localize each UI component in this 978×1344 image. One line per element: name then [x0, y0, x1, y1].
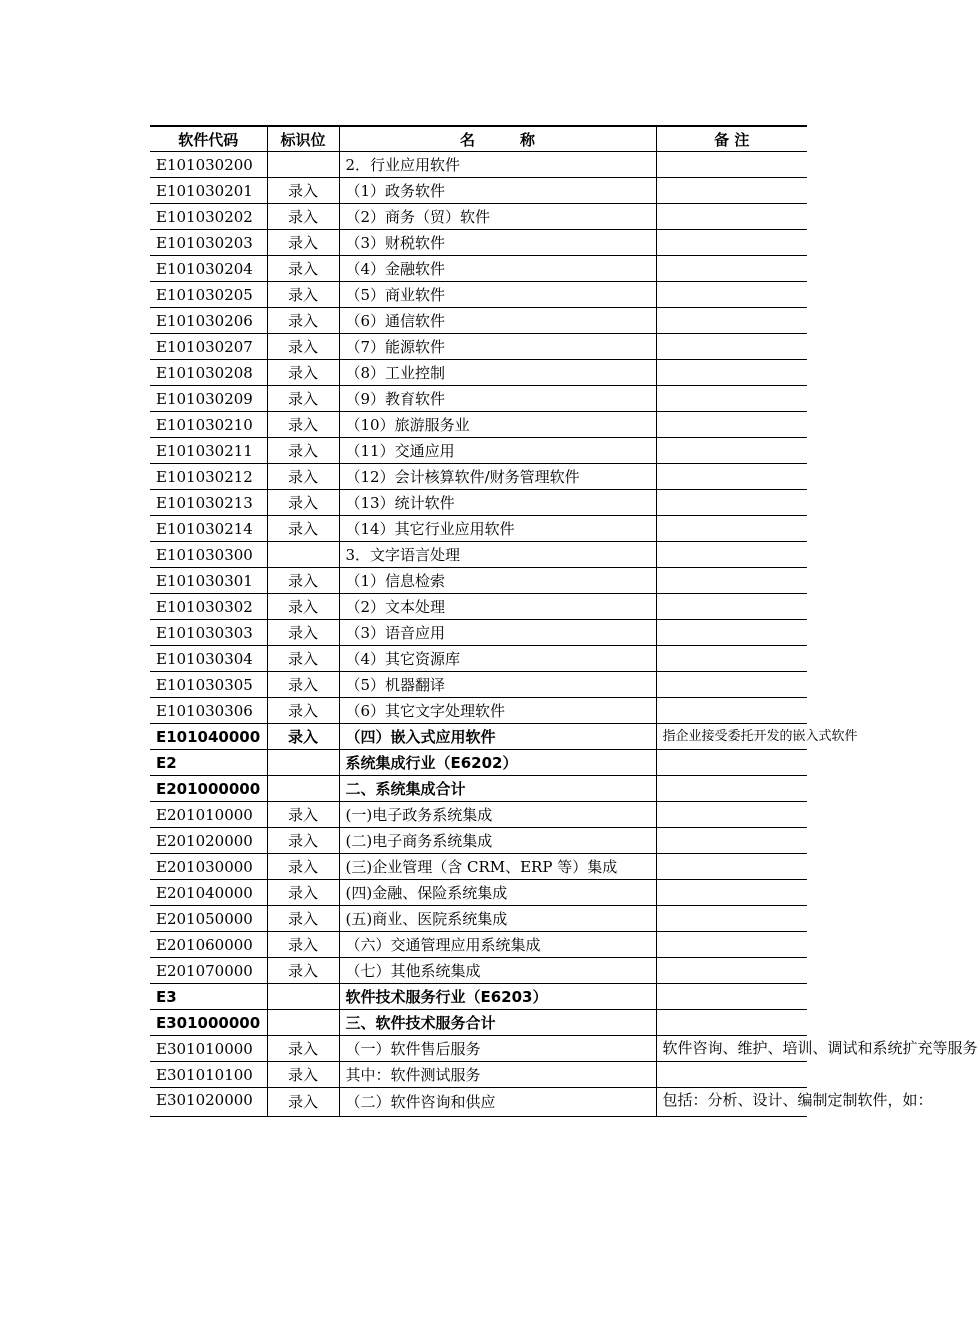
cell-note	[656, 282, 807, 308]
table-row	[150, 360, 807, 386]
cell-note	[656, 958, 807, 984]
cell-flag: 录入	[267, 230, 339, 256]
table-row	[150, 698, 807, 724]
cell-flag: 录入	[267, 672, 339, 698]
cell-note	[656, 308, 807, 334]
header-name: 名 称	[339, 126, 656, 152]
cell-code: E3	[150, 984, 267, 1010]
table-row	[150, 594, 807, 620]
cell-name: （12）会计核算软件/财务管理软件	[339, 464, 656, 490]
cell-note	[656, 360, 807, 386]
table-header-row	[150, 126, 807, 152]
cell-note	[656, 906, 807, 932]
cell-flag	[267, 152, 339, 178]
table-row	[150, 854, 807, 880]
table-row	[150, 828, 807, 854]
cell-note	[656, 854, 807, 880]
cell-flag	[267, 542, 339, 568]
table-row	[150, 464, 807, 490]
cell-flag	[267, 1010, 339, 1036]
cell-code: E101030306	[150, 698, 267, 724]
table-row	[150, 880, 807, 906]
cell-note	[656, 828, 807, 854]
cell-code: E101040000	[150, 724, 267, 750]
cell-code: E101030203	[150, 230, 267, 256]
table-row	[150, 568, 807, 594]
table-row	[150, 308, 807, 334]
cell-name: (四)金融、保险系统集成	[339, 880, 656, 906]
cell-note	[656, 490, 807, 516]
cell-flag: 录入	[267, 256, 339, 282]
cell-name: （4）金融软件	[339, 256, 656, 282]
cell-name: （七）其他系统集成	[339, 958, 656, 984]
cell-name: （1）信息检索	[339, 568, 656, 594]
cell-flag: 录入	[267, 880, 339, 906]
cell-code: E201010000	[150, 802, 267, 828]
cell-flag: 录入	[267, 334, 339, 360]
header-code: 软件代码	[150, 126, 267, 152]
table-row	[150, 490, 807, 516]
table-row	[150, 724, 807, 750]
cell-code: E301010000	[150, 1036, 267, 1062]
cell-note	[656, 1010, 807, 1036]
cell-name: （2）文本处理	[339, 594, 656, 620]
cell-flag: 录入	[267, 178, 339, 204]
cell-name: （6）通信软件	[339, 308, 656, 334]
table-row	[150, 542, 807, 568]
cell-note	[656, 178, 807, 204]
cell-code: E201000000	[150, 776, 267, 802]
cell-note	[656, 386, 807, 412]
cell-name: （1）政务软件	[339, 178, 656, 204]
cell-name: （5）商业软件	[339, 282, 656, 308]
cell-name: (一)电子政务系统集成	[339, 802, 656, 828]
cell-flag: 录入	[267, 308, 339, 334]
cell-note	[656, 698, 807, 724]
cell-note	[656, 646, 807, 672]
cell-name: 3．文字语言处理	[339, 542, 656, 568]
cell-name: （9）教育软件	[339, 386, 656, 412]
cell-note: 指企业接受委托开发的嵌入式软件	[656, 724, 807, 750]
table-row	[150, 776, 807, 802]
cell-note: 软件咨询、维护、培训、调试和系统扩充等服务	[656, 1036, 807, 1062]
cell-flag: 录入	[267, 1062, 339, 1088]
cell-flag: 录入	[267, 282, 339, 308]
cell-flag: 录入	[267, 386, 339, 412]
cell-note	[656, 984, 807, 1010]
cell-note	[656, 776, 807, 802]
cell-code: E201060000	[150, 932, 267, 958]
cell-flag: 录入	[267, 516, 339, 542]
cell-code: E101030208	[150, 360, 267, 386]
cell-code: E101030205	[150, 282, 267, 308]
cell-name: 其中：软件测试服务	[339, 1062, 656, 1088]
cell-name: （10）旅游服务业	[339, 412, 656, 438]
cell-name: （六）交通管理应用系统集成	[339, 932, 656, 958]
table-row	[150, 516, 807, 542]
cell-flag: 录入	[267, 724, 339, 750]
cell-name: 三、软件技术服务合计	[339, 1010, 656, 1036]
cell-name: （4）其它资源库	[339, 646, 656, 672]
table-row	[150, 958, 807, 984]
table-row	[150, 412, 807, 438]
table-row	[150, 932, 807, 958]
cell-note	[656, 750, 807, 776]
cell-name: (五)商业、医院系统集成	[339, 906, 656, 932]
cell-name: （13）统计软件	[339, 490, 656, 516]
cell-code: E101030207	[150, 334, 267, 360]
cell-flag: 录入	[267, 802, 339, 828]
cell-flag: 录入	[267, 932, 339, 958]
cell-flag: 录入	[267, 568, 339, 594]
table-row	[150, 802, 807, 828]
cell-note	[656, 542, 807, 568]
table-row	[150, 230, 807, 256]
table-row	[150, 620, 807, 646]
table-row	[150, 906, 807, 932]
software-code-table	[150, 125, 978, 1117]
cell-flag	[267, 984, 339, 1010]
cell-flag: 录入	[267, 1036, 339, 1062]
cell-code: E101030200	[150, 152, 267, 178]
cell-flag: 录入	[267, 1088, 339, 1117]
table-row	[150, 1036, 807, 1062]
cell-code: E101030213	[150, 490, 267, 516]
cell-code: E101030303	[150, 620, 267, 646]
cell-note	[656, 230, 807, 256]
cell-name: (三)企业管理（含 CRM、ERP 等）集成	[339, 854, 656, 880]
cell-note	[656, 594, 807, 620]
cell-note	[656, 568, 807, 594]
cell-name: 二、系统集成合计	[339, 776, 656, 802]
cell-flag: 录入	[267, 854, 339, 880]
header-flag: 标识位	[267, 126, 339, 152]
cell-name: （二）软件咨询和供应	[339, 1088, 656, 1117]
cell-flag	[267, 776, 339, 802]
cell-name: （3）财税软件	[339, 230, 656, 256]
table-row	[150, 1010, 807, 1036]
cell-code: E101030204	[150, 256, 267, 282]
cell-code: E101030305	[150, 672, 267, 698]
cell-flag: 录入	[267, 412, 339, 438]
cell-code: E101030210	[150, 412, 267, 438]
cell-note	[656, 204, 807, 230]
table-row	[150, 438, 807, 464]
cell-flag: 录入	[267, 438, 339, 464]
cell-name: （11）交通应用	[339, 438, 656, 464]
cell-name: 软件技术服务行业（E6203）	[339, 984, 656, 1010]
cell-note	[656, 334, 807, 360]
cell-flag: 录入	[267, 490, 339, 516]
cell-flag: 录入	[267, 906, 339, 932]
cell-code: E301000000	[150, 1010, 267, 1036]
cell-note	[656, 932, 807, 958]
table-row	[150, 386, 807, 412]
cell-flag: 录入	[267, 594, 339, 620]
cell-note	[656, 672, 807, 698]
cell-name: （7）能源软件	[339, 334, 656, 360]
cell-code: E101030302	[150, 594, 267, 620]
table-row	[150, 282, 807, 308]
cell-code: E2	[150, 750, 267, 776]
cell-flag: 录入	[267, 360, 339, 386]
cell-name: （2）商务（贸）软件	[339, 204, 656, 230]
cell-note	[656, 464, 807, 490]
cell-flag: 录入	[267, 204, 339, 230]
cell-note	[656, 256, 807, 282]
cell-name: （四）嵌入式应用软件	[339, 724, 656, 750]
cell-code: E101030212	[150, 464, 267, 490]
table-row	[150, 334, 807, 360]
cell-note	[656, 620, 807, 646]
cell-name: （3）语音应用	[339, 620, 656, 646]
table-row	[150, 204, 807, 230]
table-row	[150, 256, 807, 282]
cell-note	[656, 152, 807, 178]
cell-code: E301010100	[150, 1062, 267, 1088]
cell-flag: 录入	[267, 646, 339, 672]
table-row	[150, 646, 807, 672]
cell-code: E101030304	[150, 646, 267, 672]
cell-code: E101030201	[150, 178, 267, 204]
cell-note	[656, 802, 807, 828]
table-row	[150, 1088, 807, 1117]
cell-name: （一）软件售后服务	[339, 1036, 656, 1062]
cell-name: (二)电子商务系统集成	[339, 828, 656, 854]
cell-note	[656, 516, 807, 542]
table-row	[150, 152, 807, 178]
cell-name: （6）其它文字处理软件	[339, 698, 656, 724]
cell-note	[656, 1062, 807, 1088]
cell-code: E301020000	[150, 1088, 267, 1117]
cell-code: E201050000	[150, 906, 267, 932]
cell-name: （8）工业控制	[339, 360, 656, 386]
cell-flag: 录入	[267, 958, 339, 984]
cell-note	[656, 880, 807, 906]
cell-code: E101030206	[150, 308, 267, 334]
cell-name: （5）机器翻译	[339, 672, 656, 698]
cell-flag: 录入	[267, 698, 339, 724]
cell-code: E101030214	[150, 516, 267, 542]
cell-flag: 录入	[267, 620, 339, 646]
cell-code: E201040000	[150, 880, 267, 906]
cell-name: 系统集成行业（E6202）	[339, 750, 656, 776]
cell-note	[656, 438, 807, 464]
table-row	[150, 1062, 807, 1088]
cell-flag: 录入	[267, 464, 339, 490]
cell-code: E201030000	[150, 854, 267, 880]
cell-code: E101030211	[150, 438, 267, 464]
cell-flag	[267, 750, 339, 776]
table-row	[150, 984, 807, 1010]
cell-code: E201020000	[150, 828, 267, 854]
cell-code: E101030301	[150, 568, 267, 594]
table-row	[150, 672, 807, 698]
cell-code: E101030209	[150, 386, 267, 412]
cell-name: （14）其它行业应用软件	[339, 516, 656, 542]
cell-code: E201070000	[150, 958, 267, 984]
cell-code: E101030202	[150, 204, 267, 230]
table-row	[150, 750, 807, 776]
cell-flag: 录入	[267, 828, 339, 854]
header-note: 备 注	[656, 126, 807, 152]
cell-code: E101030300	[150, 542, 267, 568]
cell-note: 包括：分析、设计、编制定制软件，如：	[656, 1088, 807, 1117]
cell-note	[656, 412, 807, 438]
table-row	[150, 178, 807, 204]
cell-name: 2．行业应用软件	[339, 152, 656, 178]
